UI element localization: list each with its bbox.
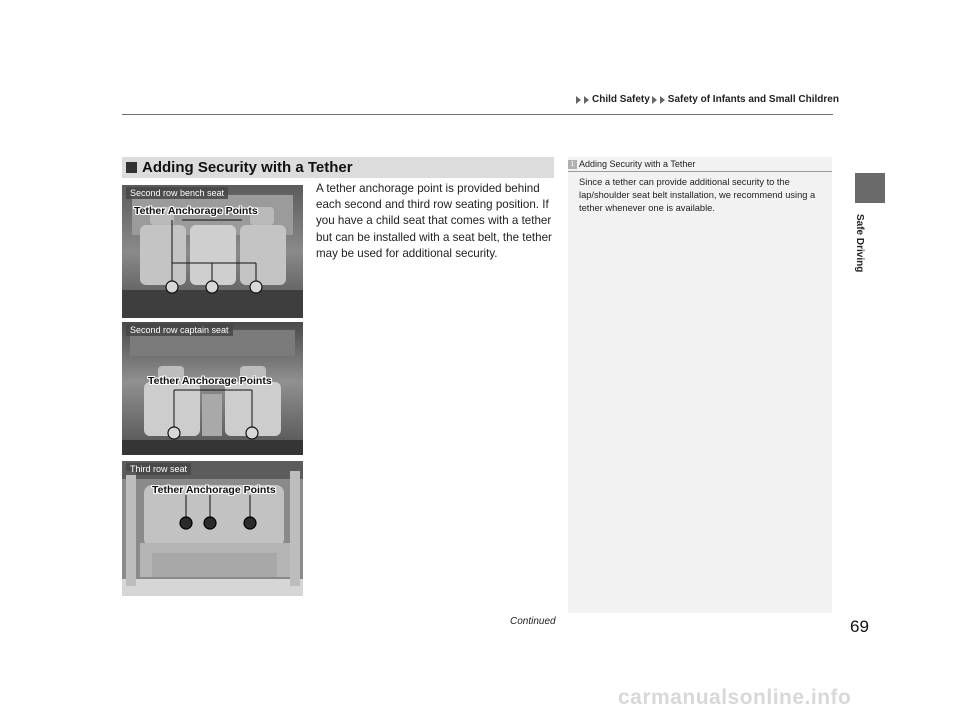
figure-second-row-captain — [122, 322, 303, 455]
continued-label: Continued — [510, 616, 556, 627]
captain-seat-illustration — [122, 322, 303, 455]
breadcrumb-item[interactable]: Safety of Infants and Small Children — [667, 94, 839, 105]
chapter-tab — [855, 173, 885, 203]
sidebar-heading-text: Adding Security with a Tether — [579, 159, 696, 169]
section-title: Adding Security with a Tether — [142, 159, 353, 176]
triangle-bullet-icon — [584, 96, 589, 104]
breadcrumb — [576, 94, 839, 105]
body-paragraph: A tether anchorage point is provided behind each second and third row seating position. If you have a child seat that comes with a tether but can be installed with a seat belt, the tether may be used for additional security. — [316, 182, 552, 260]
figure-caption: Second row captain seat — [126, 324, 233, 336]
third-row-seat-illustration — [122, 461, 303, 596]
section-heading — [122, 157, 554, 178]
triangle-bullet-icon — [576, 96, 581, 104]
anchor-callout-label: Tether Anchorage Points — [148, 375, 272, 387]
anchor-callout-label: Tether Anchorage Points — [134, 205, 258, 217]
triangle-bullet-icon — [660, 96, 665, 104]
page-number: 69 — [850, 617, 869, 636]
triangle-bullet-icon — [652, 96, 657, 104]
watermark: carmanualsonline.info — [618, 686, 852, 709]
sidebar-note — [568, 157, 832, 613]
square-bullet-icon — [126, 162, 137, 173]
figure-second-row-bench — [122, 185, 303, 318]
breadcrumb-item[interactable]: Child Safety — [592, 94, 650, 105]
header-rule — [122, 114, 833, 115]
figure-caption: Second row bench seat — [126, 187, 228, 199]
figure-third-row — [122, 461, 303, 596]
sidebar-heading — [568, 157, 832, 172]
sidebar-text: Since a tether can provide additional security to the lap/shoulder seat belt installation, we recommend using a tether whenever one is available. — [579, 177, 816, 213]
reference-number-icon: 1 — [568, 160, 577, 169]
anchor-callout-label: Tether Anchorage Points — [152, 484, 276, 496]
figure-caption: Third row seat — [126, 463, 191, 475]
chapter-label: Safe Driving — [854, 214, 865, 273]
